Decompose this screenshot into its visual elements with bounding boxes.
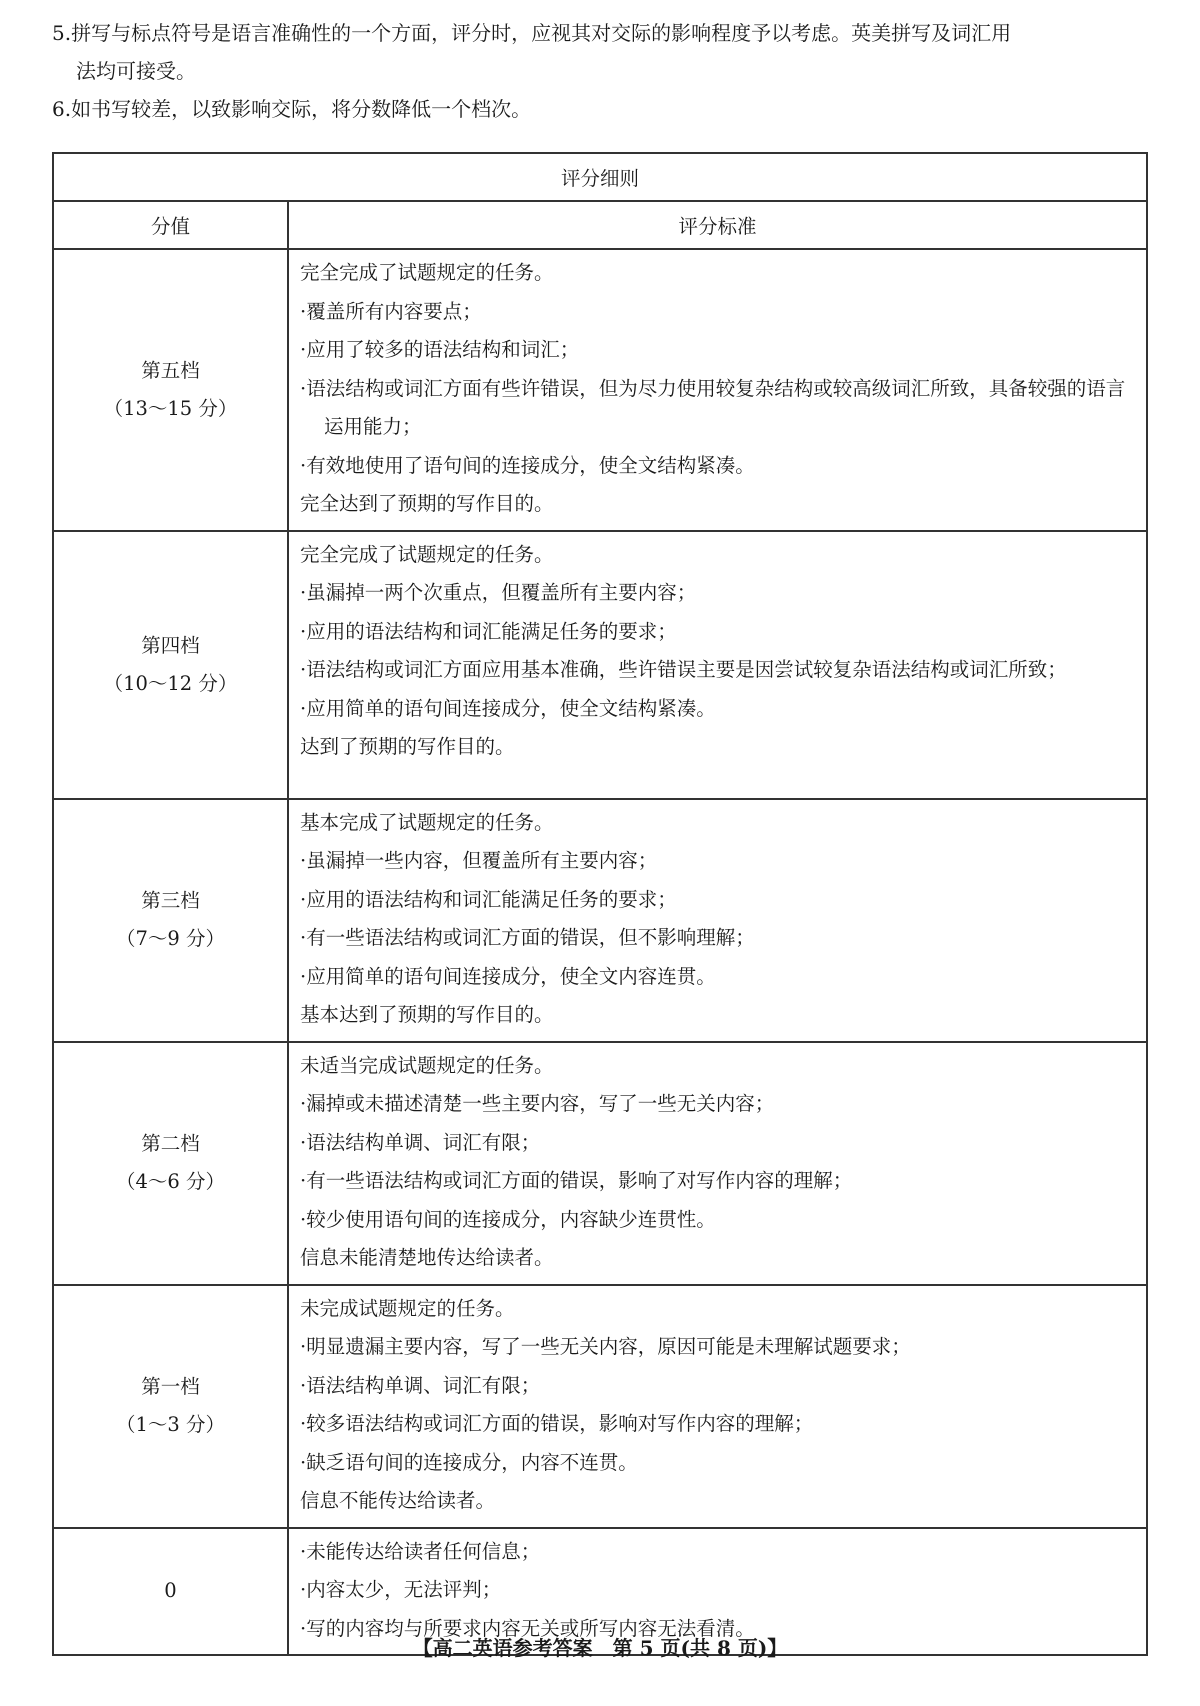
criteria-bullet: ·覆盖所有内容要点； <box>300 299 482 323</box>
rubric-body <box>53 249 1147 1655</box>
criteria-bullet: ·较少使用语句间的连接成分，内容缺少连贯性。 <box>300 1207 716 1231</box>
criteria-cell <box>288 1285 1147 1528</box>
level-name: 第一档 <box>141 1375 200 1398</box>
criteria-cell <box>288 799 1147 1042</box>
criteria-outro: 信息未能清楚地传达给读者。 <box>300 1246 554 1269</box>
score-cell <box>53 249 288 531</box>
score-cell <box>53 799 288 1042</box>
score-cell <box>53 1285 288 1528</box>
level-range: （10～12 分） <box>103 671 238 695</box>
criteria-bullet: ·写的内容均与所要求内容无关或所写内容无法看清。 <box>300 1616 755 1640</box>
column-header-criteria: 评分标准 <box>288 201 1147 249</box>
level-range: （1～3 分） <box>115 1413 225 1436</box>
table-row <box>53 799 1147 1042</box>
criteria-bullet: ·有一些语法结构或词汇方面的错误，影响了对写作内容的理解； <box>300 1169 853 1192</box>
level-name: 0 <box>164 1579 177 1603</box>
column-header-score: 分值 <box>53 201 288 249</box>
criteria-cell <box>288 1042 1147 1285</box>
criteria-bullet: ·缺乏语句间的连接成分，内容不连贯。 <box>300 1450 638 1474</box>
scoring-notes <box>52 14 1152 128</box>
score-cell <box>53 1042 288 1285</box>
criteria-outro: 完全达到了预期的写作目的。 <box>300 492 554 515</box>
table-title: 评分细则 <box>53 153 1147 201</box>
criteria-bullet: ·应用简单的语句间连接成分，使全文内容连贯。 <box>300 964 716 988</box>
score-cell <box>53 531 288 799</box>
criteria-bullet: ·应用简单的语句间连接成分，使全文结构紧凑。 <box>300 696 716 720</box>
level-name: 第二档 <box>141 1132 200 1155</box>
criteria-intro: 完全完成了试题规定的任务。 <box>300 261 554 284</box>
criteria-intro: 基本完成了试题规定的任务。 <box>300 810 554 834</box>
level-range: （13～15 分） <box>103 396 238 420</box>
note-6: 6.如书写较差，以致影响交际，将分数降低一个档次。 <box>52 97 532 121</box>
criteria-bullet: ·有一些语法结构或词汇方面的错误，但不影响理解； <box>300 926 755 949</box>
table-row <box>53 1042 1147 1285</box>
criteria-intro: 完全完成了试题规定的任务。 <box>300 542 554 566</box>
criteria-intro: 未适当完成试题规定的任务。 <box>300 1053 554 1077</box>
criteria-bullet: ·应用的语法结构和词汇能满足任务的要求； <box>300 887 677 911</box>
level-name: 第四档 <box>141 633 200 657</box>
criteria-bullet: ·应用的语法结构和词汇能满足任务的要求； <box>300 619 677 643</box>
criteria-bullet: ·语法结构或词汇方面应用基本准确，些许错误主要是因尝试较复杂语法结构或词汇所致； <box>300 658 1067 681</box>
criteria-bullet: ·语法结构或词汇方面有些许错误，但为尽力使用较复杂结构或较高级词汇所致，具备较强的语言运用能力； <box>300 376 1126 438</box>
criteria-bullet: ·虽漏掉一两个次重点，但覆盖所有主要内容； <box>300 581 697 604</box>
table-row <box>53 249 1147 531</box>
note-5: 5.拼写与标点符号是语言准确性的一个方面，评分时，应视其对交际的影响程度予以考虑。英美拼写及词汇用 <box>52 21 1012 45</box>
note-5-continued: 法均可接受。 <box>76 59 196 83</box>
criteria-bullet: ·内容太少，无法评判； <box>300 1578 502 1601</box>
level-range: （7～9 分） <box>115 927 225 950</box>
criteria-bullet: ·明显遗漏主要内容，写了一些无关内容，原因可能是未理解试题要求； <box>300 1335 911 1358</box>
level-name: 第五档 <box>141 358 200 382</box>
criteria-bullet: ·语法结构单调、词汇有限； <box>300 1130 541 1154</box>
criteria-bullet: ·未能传达给读者任何信息； <box>300 1539 541 1563</box>
criteria-outro: 信息不能传达给读者。 <box>300 1489 496 1512</box>
criteria-intro: 未完成试题规定的任务。 <box>300 1296 515 1320</box>
criteria-bullet: ·虽漏掉一些内容，但覆盖所有主要内容； <box>300 849 658 872</box>
criteria-cell <box>288 531 1147 799</box>
page-footer: 【高二英语参考答案 第 5 页(共 8 页)】 <box>412 1636 788 1660</box>
criteria-bullet: ·漏掉或未描述清楚一些主要内容，写了一些无关内容； <box>300 1092 775 1115</box>
criteria-cell <box>288 249 1147 531</box>
criteria-bullet: ·语法结构单调、词汇有限； <box>300 1373 541 1397</box>
table-row <box>53 1285 1147 1528</box>
criteria-outro: 基本达到了预期的写作目的。 <box>300 1003 554 1026</box>
rubric-table <box>52 152 1148 1656</box>
criteria-bullet: ·较多语法结构或词汇方面的错误，影响对写作内容的理解； <box>300 1412 814 1435</box>
table-row <box>53 531 1147 799</box>
level-range: （4～6 分） <box>115 1170 225 1193</box>
criteria-bullet: ·有效地使用了语句间的连接成分，使全文结构紧凑。 <box>300 453 755 477</box>
criteria-bullet: ·应用了较多的语法结构和词汇； <box>300 338 580 361</box>
level-name: 第三档 <box>141 889 200 912</box>
criteria-outro: 达到了预期的写作目的。 <box>300 735 515 758</box>
